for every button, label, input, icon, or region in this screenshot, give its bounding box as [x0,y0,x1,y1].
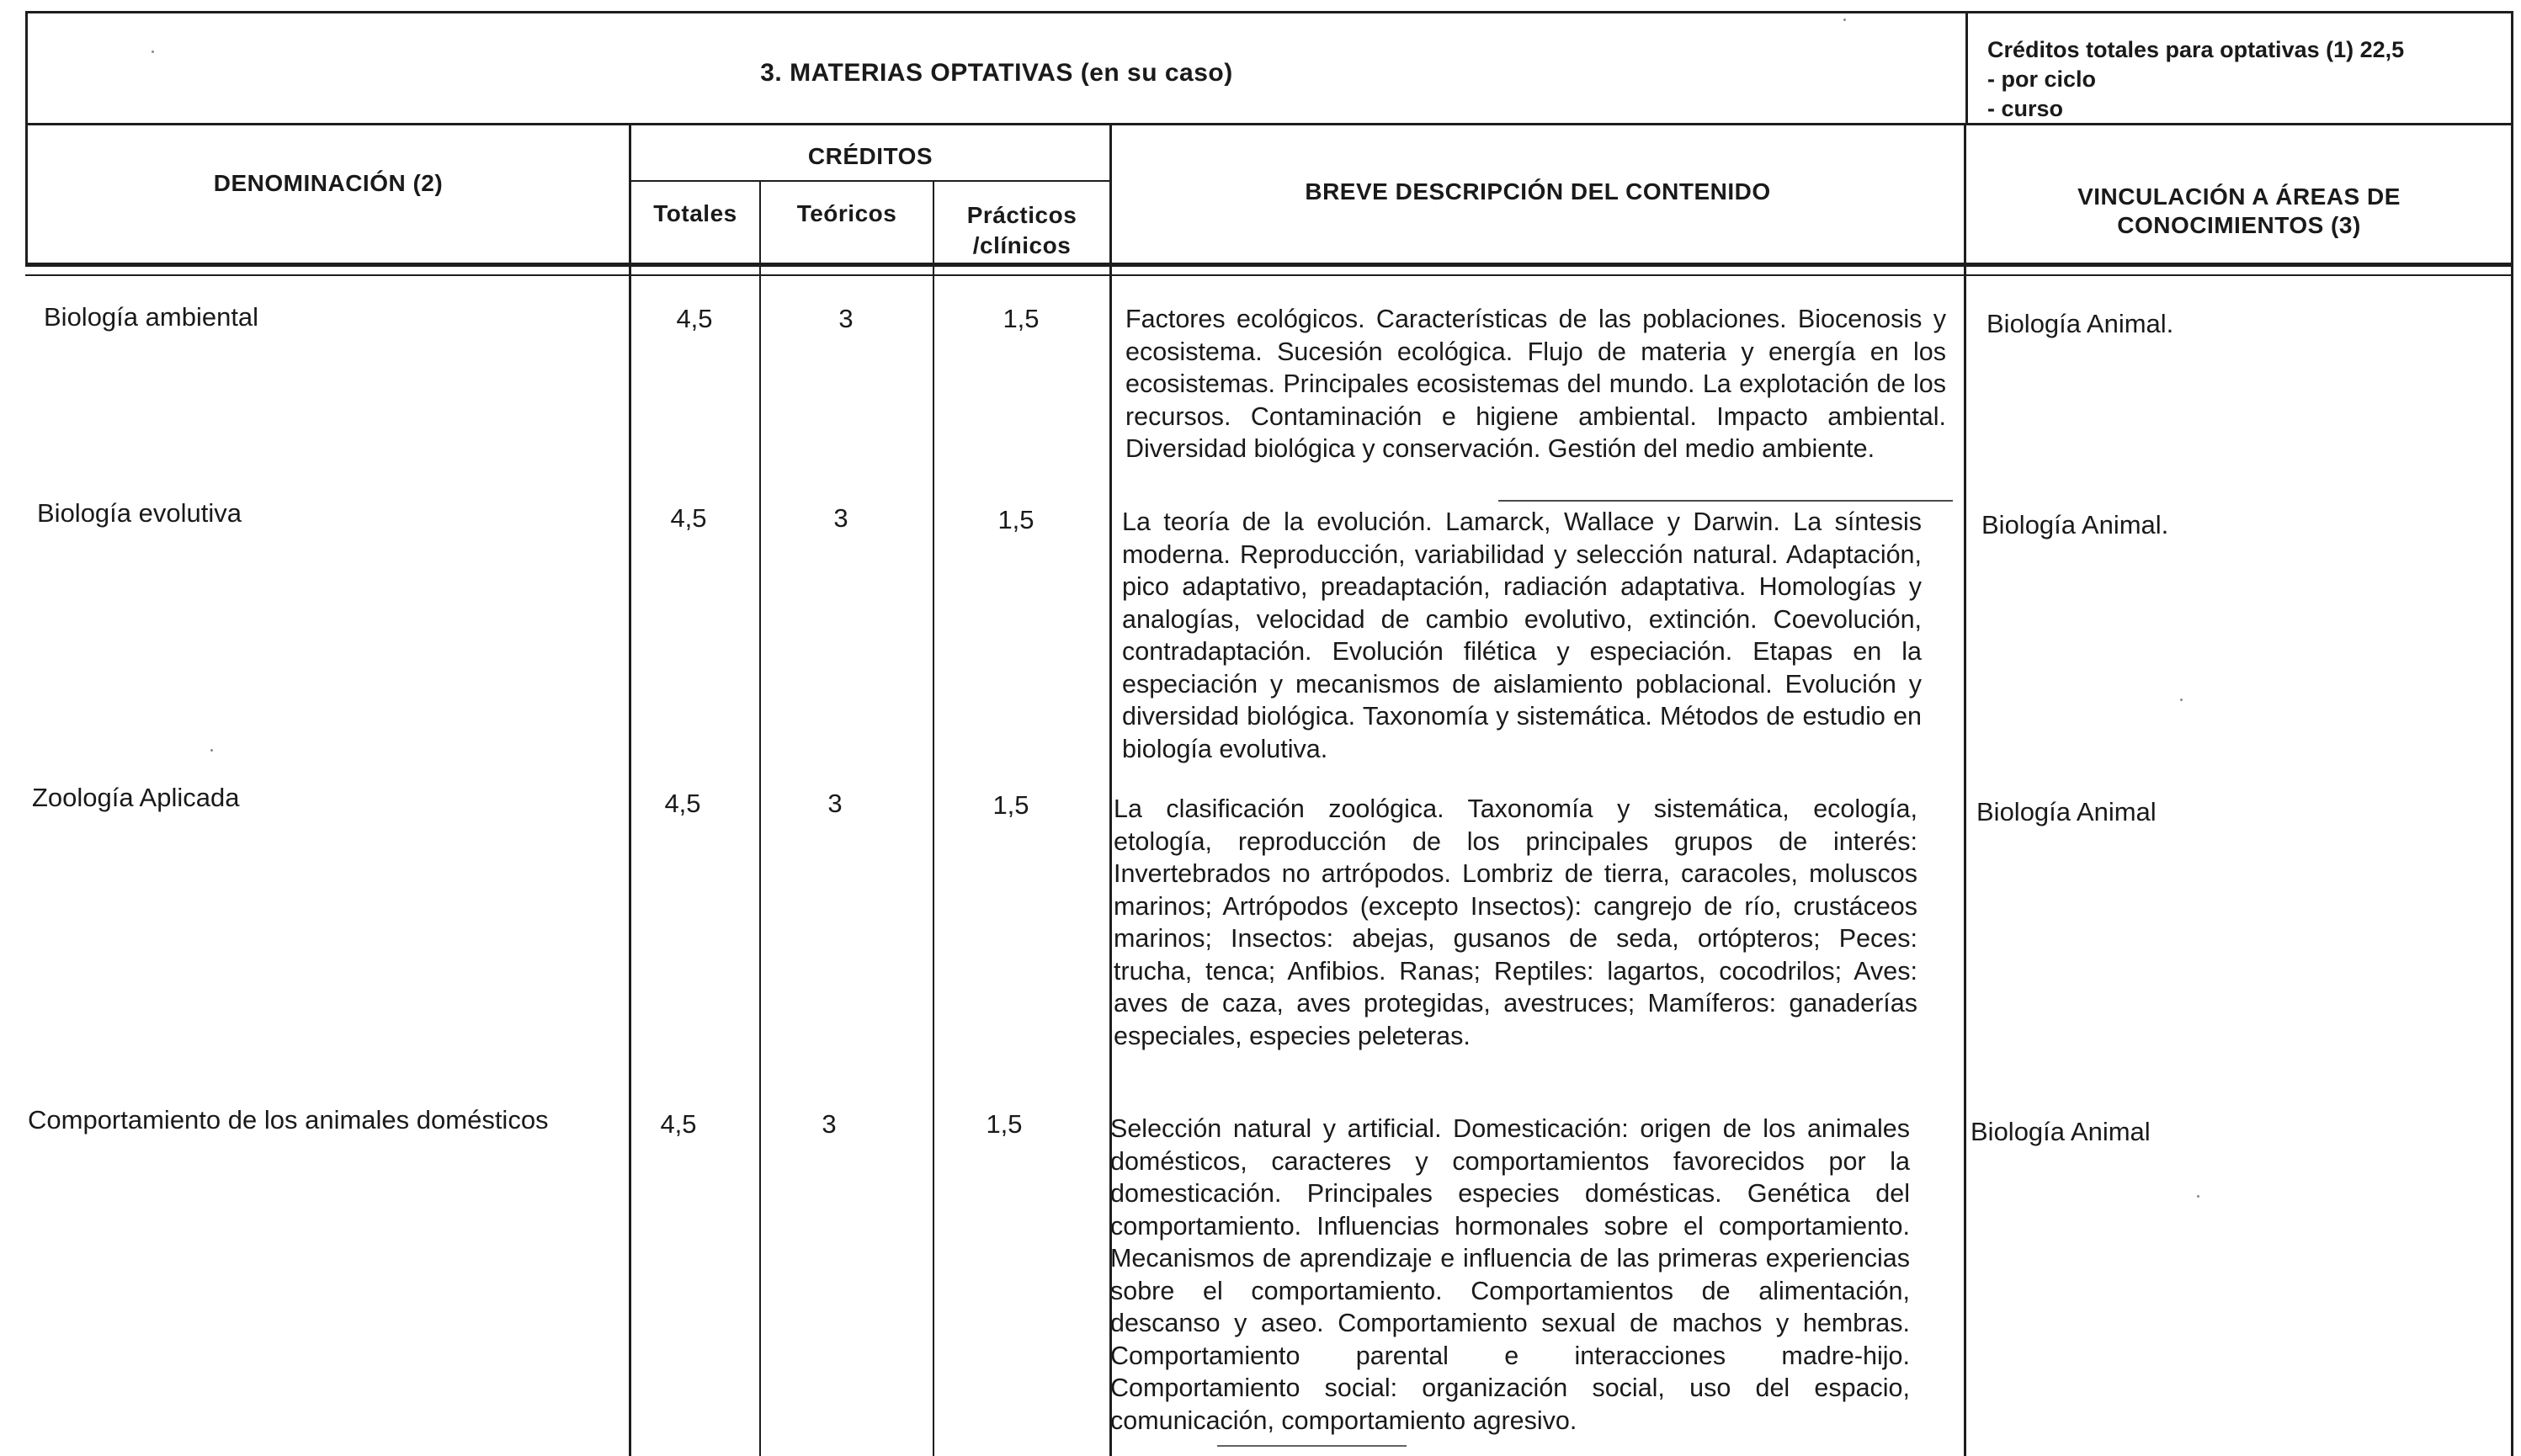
credits-total-info: Créditos totales para optativas (1) 22,5 [1987,37,2405,62]
row-3-description: La clasificación zoológica. Taxonomía y sistemática, ecología, etología, reproducción de los principales grupos de interés: Invertebrados no artrópodos. Lombriz de tierra, caracoles, moluscos marinos; Artrópodos (excepto Insectos): cangrejo de río, crustáceos marinos; Insectos: abejas, gusanos de seda, ortópteros; Peces: trucha, tenca; Anfibios. Ranas; Reptiles: lagartos, cocodrilos; Aves: aves de caza, aves protegidas, avestruces; Mamíferos: ganaderías especiales, especies peleteras. [1114,794,1917,1050]
row-2-name: Biología evolutiva [37,498,242,528]
row-1-practicos: 1,5 [1003,304,1040,333]
scan-speck [2180,699,2183,701]
table-left-border [25,11,28,266]
header-totales: Totales [653,200,737,226]
row-separator-fragment [1498,500,1953,502]
row-2-teoricos: 3 [833,503,848,533]
row-4-description: Selección natural y artificial. Domesticación: origen de los animales domésticos, caracteres y comportamientos favorecidos por la domesticación. Principales especies domésticas. Genética del comportamiento. Influencias hormonales sobre el comportamiento. Mecanismos de aprendizaje e influencia de las primeras experiencias sobre el comportamiento. Comportamientos de alimentación, descanso y aseo. Comportamiento sexual de machos y hembras. Comportamiento parental e interacciones madre-hijo. Comportamiento social: organización social, uso del espacio, comunicación, comportamiento agresivo. [1110,1114,1910,1435]
header-descripcion: BREVE DESCRIPCIÓN DEL CONTENIDO [1305,178,1771,205]
header-vinculacion-line2: CONOCIMIENTOS (3) [2117,212,2361,238]
scan-speck [152,50,154,53]
row-3-name: Zoología Aplicada [32,783,240,812]
credits-per-course: - curso [1987,96,2064,121]
row-3-practicos: 1,5 [992,790,1029,820]
row-2-totales: 4,5 [670,503,707,533]
row-1-name: Biología ambiental [44,302,259,332]
row-4-teoricos: 3 [822,1109,837,1139]
row-1-description: Factores ecológicos. Características de las poblaciones. Biocenosis y ecosistema. Sucesión ecológica. Flujo de materia y energía en los ecosistemas. Principales ecosistemas del mundo. La explotación de los recursos. Contaminación e higiene ambiental. Impacto ambiental. Diversidad biológica y conservación. Gestión del medio ambiente. [1125,305,1946,463]
header-practicos-line1: Prácticos [966,202,1077,228]
header-row-divider [25,263,2513,267]
credits-per-cycle: - por ciclo [1987,66,2097,92]
underline-mark [1217,1445,1407,1447]
col-divider-descripcion [1964,123,1966,1456]
row-1-totales: 4,5 [676,304,713,333]
table-top-border [25,11,2513,13]
col-divider-denominacion [629,123,631,1456]
header-denominacion: DENOMINACIÓN (2) [213,170,444,196]
row-1-area: Biología Animal. [1986,309,2174,338]
row-1-teoricos: 3 [838,304,854,333]
section-title: 3. MATERIAS OPTATIVAS (en su caso) [760,59,1233,87]
header-practicos-line2: /clínicos [972,232,1072,258]
scan-speck [210,749,213,752]
col-divider-teoricos [933,180,934,1456]
scan-speck [2197,1195,2199,1198]
creditos-group-divider [630,180,1111,182]
row-2-area: Biología Animal. [1981,510,2169,539]
row-2-description: La teoría de la evolución. Lamarck, Wallace y Darwin. La síntesis moderna. Reproducción, variabilidad y selección natural. Adaptación, pico adaptativo, preadaptación, radiación adaptativa. Homologías y analogías, velocidad de cambio evolutivo, extinción. Coevolución, contradaptación. Evolución filética y especiación. Etapas en la especiación y mecanismos de aislamiento poblacional. Evolución y diversidad biológica. Taxonomía y sistemática. Métodos de estudio en biología evolutiva. [1122,507,1922,763]
row-3-totales: 4,5 [664,789,701,818]
scan-speck [1843,19,1846,21]
header-creditos: CRÉDITOS [807,143,933,169]
header-row-divider-thin [25,274,2513,276]
row-4-practicos: 1,5 [986,1109,1023,1139]
row-4-name: Comportamiento de los animales domésticos [28,1105,549,1135]
header-teoricos: Teóricos [796,200,897,226]
row-2-practicos: 1,5 [997,505,1034,534]
row-3-area: Biología Animal [1976,797,2157,826]
header-vinculacion-line1: VINCULACIÓN A ÁREAS DE [2077,183,2401,210]
title-credits-divider [1965,11,1968,125]
row-3-teoricos: 3 [827,789,843,818]
row-4-totales: 4,5 [660,1109,697,1139]
row-4-area: Biología Animal [1971,1117,2151,1146]
col-divider-totales [759,180,761,1456]
title-row-divider [25,123,2513,125]
